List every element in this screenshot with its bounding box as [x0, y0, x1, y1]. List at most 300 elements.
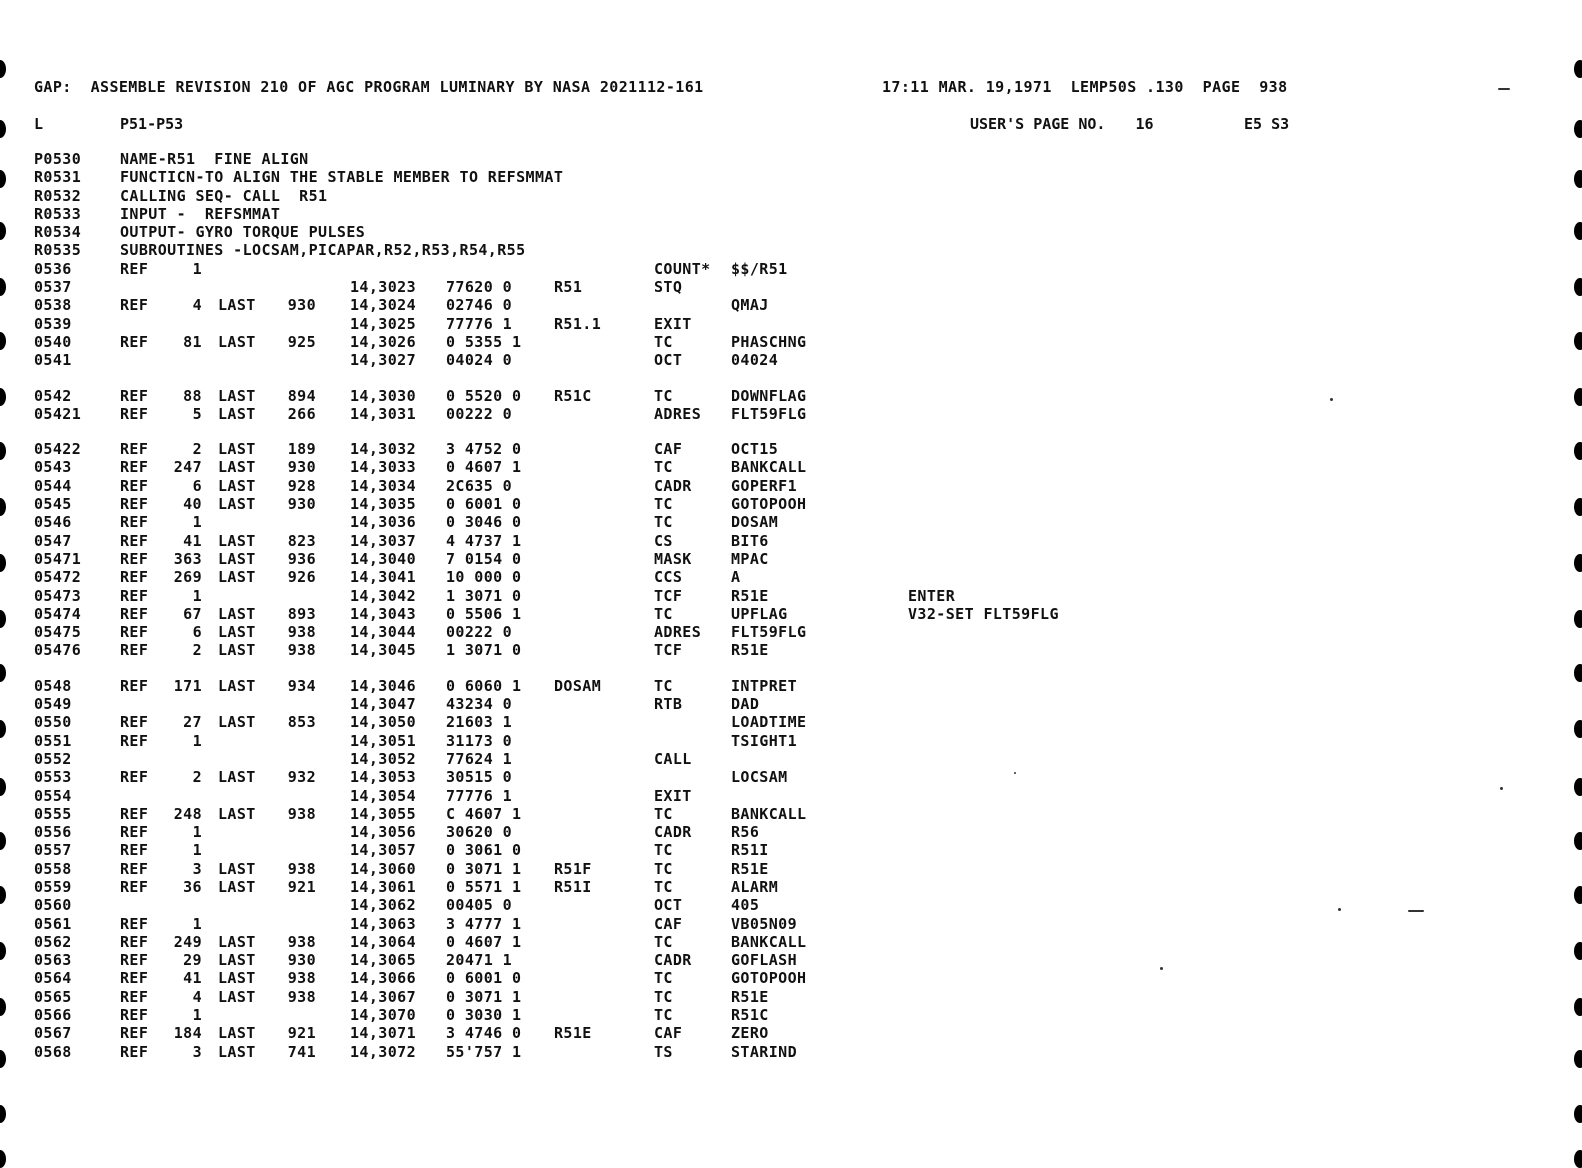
memory-address: 14,3042 — [350, 586, 417, 605]
last-keyword: LAST — [218, 604, 256, 623]
memory-address: 14,3062 — [350, 896, 417, 915]
tractor-hole — [0, 998, 6, 1016]
line-number: 0537 — [34, 278, 72, 297]
octal-word: 0 5506 1 — [446, 604, 522, 623]
opcode: TC — [654, 932, 673, 951]
last-page: 823 — [287, 531, 316, 550]
octal-word: 3 4752 0 — [446, 440, 522, 459]
last-keyword: LAST — [218, 623, 256, 642]
operand: PHASCHNG — [731, 332, 807, 351]
code-row — [34, 351, 1434, 369]
ref-keyword: REF — [120, 932, 149, 951]
tractor-hole — [0, 60, 6, 78]
comment-row — [34, 187, 1434, 205]
code-row — [34, 532, 1434, 550]
octal-word: 0 6060 1 — [446, 676, 522, 695]
code-row — [34, 440, 1434, 458]
ref-count: 40 — [183, 495, 202, 514]
ref-count: 1 — [192, 586, 202, 605]
comment-row — [34, 241, 1434, 259]
octal-word: 77776 1 — [446, 786, 513, 805]
octal-word: 77776 1 — [446, 314, 513, 333]
opcode: TC — [654, 877, 673, 896]
code-row — [34, 315, 1434, 333]
opcode: TCF — [654, 586, 683, 605]
code-row — [34, 1024, 1434, 1042]
ref-count: 247 — [173, 458, 202, 477]
octal-word: 1 3071 0 — [446, 641, 522, 660]
last-page: 189 — [287, 440, 316, 459]
ref-keyword: REF — [120, 676, 149, 695]
memory-address: 14,3064 — [350, 932, 417, 951]
ref-count: 1 — [192, 823, 202, 842]
ref-count: 6 — [192, 476, 202, 495]
octal-word: 21603 1 — [446, 713, 513, 732]
octal-word: 0 3071 1 — [446, 987, 522, 1006]
opcode: CCS — [654, 568, 683, 587]
ref-count: 36 — [183, 877, 202, 896]
ref-keyword: REF — [120, 823, 149, 842]
last-keyword: LAST — [218, 768, 256, 787]
code-row — [34, 587, 1434, 605]
operand: LOADTIME — [731, 713, 807, 732]
tractor-hole — [1574, 554, 1582, 572]
line-number: 05421 — [34, 404, 82, 423]
opcode: TC — [654, 386, 673, 405]
code-row — [34, 296, 1434, 314]
ref-keyword: REF — [120, 1042, 149, 1061]
memory-address: 14,3025 — [350, 314, 417, 333]
ref-count: 1 — [192, 1006, 202, 1025]
line-number: 05473 — [34, 586, 82, 605]
octal-word: 00222 0 — [446, 404, 513, 423]
last-keyword: LAST — [218, 676, 256, 695]
memory-address: 14,3060 — [350, 859, 417, 878]
tractor-hole — [0, 498, 6, 516]
memory-address: 14,3027 — [350, 351, 417, 370]
tractor-hole — [1574, 222, 1582, 240]
line-number: R0533 — [34, 204, 82, 223]
ref-count: 2 — [192, 768, 202, 787]
code-row — [34, 605, 1434, 623]
operand: BANKCALL — [731, 458, 807, 477]
tractor-hole — [0, 664, 6, 682]
ref-count: 4 — [192, 296, 202, 315]
line-number: 0553 — [34, 768, 72, 787]
opcode: TC — [654, 458, 673, 477]
ref-count: 249 — [173, 932, 202, 951]
opcode: TC — [654, 604, 673, 623]
ref-count: 1 — [192, 513, 202, 532]
opcode: ADRES — [654, 404, 702, 423]
comment-row — [34, 205, 1434, 223]
last-keyword: LAST — [218, 859, 256, 878]
opcode: CAF — [654, 1024, 683, 1043]
tractor-hole — [0, 388, 6, 406]
ref-keyword: REF — [120, 440, 149, 459]
memory-address: 14,3023 — [350, 278, 417, 297]
code-row — [34, 823, 1434, 841]
octal-word: 3 4746 0 — [446, 1024, 522, 1043]
ref-keyword: REF — [120, 841, 149, 860]
tractor-hole — [1574, 942, 1582, 960]
line-number: 05472 — [34, 568, 82, 587]
operand: OCT15 — [731, 440, 779, 459]
last-keyword: LAST — [218, 969, 256, 988]
tractor-hole — [1574, 442, 1582, 460]
ref-count: 67 — [183, 604, 202, 623]
operand: GOFLASH — [731, 951, 798, 970]
operand: R51E — [731, 586, 769, 605]
comment-text: OUTPUT- GYRO TORQUE PULSES — [120, 223, 366, 242]
opcode: CADR — [654, 823, 692, 842]
operand: R51C — [731, 1006, 769, 1025]
memory-address: 14,3065 — [350, 951, 417, 970]
operand: R56 — [731, 823, 760, 842]
last-keyword: LAST — [218, 476, 256, 495]
tractor-hole — [1574, 120, 1582, 138]
memory-address: 14,3071 — [350, 1024, 417, 1043]
ref-keyword: REF — [120, 768, 149, 787]
opcode: TC — [654, 676, 673, 695]
ref-count: 248 — [173, 804, 202, 823]
last-page: 928 — [287, 476, 316, 495]
code-row — [34, 1006, 1434, 1024]
octal-word: 55'757 1 — [446, 1042, 522, 1061]
line-number: 0561 — [34, 914, 72, 933]
operand: GOPERF1 — [731, 476, 798, 495]
ref-keyword: REF — [120, 513, 149, 532]
memory-address: 14,3024 — [350, 296, 417, 315]
operand: 04024 — [731, 351, 779, 370]
last-page: 930 — [287, 495, 316, 514]
last-page: 921 — [287, 1024, 316, 1043]
memory-address: 14,3066 — [350, 969, 417, 988]
opcode: TS — [654, 1042, 673, 1061]
print-speck — [1330, 398, 1333, 401]
octal-word: 0 3030 1 — [446, 1006, 522, 1025]
ref-keyword: REF — [120, 531, 149, 550]
operand: STARIND — [731, 1042, 798, 1061]
last-keyword: LAST — [218, 458, 256, 477]
assembly-header-title: GAP: ASSEMBLE REVISION 210 OF AGC PROGRAM LUMINARY BY NASA 2021112-161 — [34, 78, 704, 96]
operand: VB05N09 — [731, 914, 798, 933]
memory-address: 14,3032 — [350, 440, 417, 459]
octal-word: 0 3061 0 — [446, 841, 522, 860]
octal-word: 2C635 0 — [446, 476, 513, 495]
memory-address: 14,3047 — [350, 695, 417, 714]
code-row — [34, 732, 1434, 750]
operand: FLT59FLG — [731, 404, 807, 423]
tractor-hole — [0, 942, 6, 960]
code-label: R51.1 — [554, 314, 602, 333]
octal-word: 77624 1 — [446, 749, 513, 768]
operand: BANKCALL — [731, 804, 807, 823]
section-name: P51-P53 — [120, 115, 184, 133]
code-row — [34, 915, 1434, 933]
operand: R51I — [731, 841, 769, 860]
opcode: TC — [654, 1006, 673, 1025]
ref-keyword: REF — [120, 804, 149, 823]
memory-address: 14,3072 — [350, 1042, 417, 1061]
tractor-hole — [1574, 778, 1582, 796]
code-row — [34, 458, 1434, 476]
last-page: 932 — [287, 768, 316, 787]
last-keyword: LAST — [218, 495, 256, 514]
opcode: OCT — [654, 351, 683, 370]
octal-word: 0 5355 1 — [446, 332, 522, 351]
line-number: 0560 — [34, 896, 72, 915]
opcode: TC — [654, 513, 673, 532]
octal-word: 20471 1 — [446, 951, 513, 970]
last-page: 266 — [287, 404, 316, 423]
ref-count: 5 — [192, 404, 202, 423]
code-row — [34, 495, 1434, 513]
operand: BIT6 — [731, 531, 769, 550]
opcode: COUNT* — [654, 259, 711, 278]
code-row — [34, 805, 1434, 823]
line-number: 0541 — [34, 351, 72, 370]
memory-address: 14,3041 — [350, 568, 417, 587]
octal-word: 00222 0 — [446, 623, 513, 642]
print-speck — [1500, 787, 1503, 790]
ref-count: 269 — [173, 568, 202, 587]
code-row — [34, 641, 1434, 659]
octal-word: 31173 0 — [446, 731, 513, 750]
ref-count: 2 — [192, 641, 202, 660]
line-number: 0546 — [34, 513, 72, 532]
memory-address: 14,3026 — [350, 332, 417, 351]
last-keyword: LAST — [218, 404, 256, 423]
comment-text: SUBROUTINES -LOCSAM,PICAPAR,R52,R53,R54,R55 — [120, 241, 526, 260]
code-row — [34, 677, 1434, 695]
line-number: 0548 — [34, 676, 72, 695]
line-number: 05476 — [34, 641, 82, 660]
tractor-hole — [0, 886, 6, 904]
code-label: R51 — [554, 278, 583, 297]
octal-word: 4 4737 1 — [446, 531, 522, 550]
ref-keyword: REF — [120, 951, 149, 970]
opcode: TC — [654, 859, 673, 878]
operand: QMAJ — [731, 296, 769, 315]
line-number: 0562 — [34, 932, 72, 951]
ref-count: 81 — [183, 332, 202, 351]
octal-word: 02746 0 — [446, 296, 513, 315]
code-row — [34, 405, 1434, 423]
octal-word: C 4607 1 — [446, 804, 522, 823]
right-tractor-holes — [1574, 0, 1582, 1167]
memory-address: 14,3035 — [350, 495, 417, 514]
code-row — [34, 750, 1434, 768]
tractor-hole — [1574, 720, 1582, 738]
last-keyword: LAST — [218, 549, 256, 568]
last-keyword: LAST — [218, 641, 256, 660]
last-keyword: LAST — [218, 713, 256, 732]
comment-row — [34, 223, 1434, 241]
line-number: P0530 — [34, 150, 82, 168]
line-number: 0558 — [34, 859, 72, 878]
last-page: 930 — [287, 296, 316, 315]
line-number: R0534 — [34, 223, 82, 242]
memory-address: 14,3050 — [350, 713, 417, 732]
ref-keyword: REF — [120, 969, 149, 988]
ref-count: 171 — [173, 676, 202, 695]
operand: ZERO — [731, 1024, 769, 1043]
octal-word: 0 3071 1 — [446, 859, 522, 878]
assembly-header-date: 17:11 MAR. 19,1971 LEMP50S .130 PAGE 938 — [882, 78, 1288, 96]
ref-count: 1 — [192, 259, 202, 278]
opcode: CS — [654, 531, 673, 550]
line-number: 0563 — [34, 951, 72, 970]
line-number: 05474 — [34, 604, 82, 623]
last-page: 934 — [287, 676, 316, 695]
line-number: 05471 — [34, 549, 82, 568]
memory-address: 14,3055 — [350, 804, 417, 823]
operand: UPFLAG — [731, 604, 788, 623]
line-number: 0544 — [34, 476, 72, 495]
ref-keyword: REF — [120, 549, 149, 568]
ref-keyword: REF — [120, 604, 149, 623]
last-page: 921 — [287, 877, 316, 896]
operand: R51E — [731, 641, 769, 660]
code-row — [34, 278, 1434, 296]
ref-keyword: REF — [120, 404, 149, 423]
last-page: 853 — [287, 713, 316, 732]
ref-count: 363 — [173, 549, 202, 568]
opcode: OCT — [654, 896, 683, 915]
tractor-hole — [0, 278, 6, 296]
tractor-hole — [1574, 60, 1582, 78]
tractor-hole — [0, 1050, 6, 1068]
tractor-hole — [0, 1105, 6, 1123]
opcode: EXIT — [654, 314, 692, 333]
last-page: 938 — [287, 932, 316, 951]
ref-keyword: REF — [120, 586, 149, 605]
line-number: 0565 — [34, 987, 72, 1006]
code-row — [34, 896, 1434, 914]
ref-count: 41 — [183, 969, 202, 988]
last-keyword: LAST — [218, 386, 256, 405]
opcode: CAF — [654, 440, 683, 459]
opcode: TC — [654, 495, 673, 514]
ref-keyword: REF — [120, 877, 149, 896]
last-page: 894 — [287, 386, 316, 405]
tractor-hole — [1574, 498, 1582, 516]
opcode: TC — [654, 969, 673, 988]
print-speck — [1014, 772, 1016, 774]
code-label: R51E — [554, 1024, 592, 1043]
code-row — [34, 568, 1434, 586]
tractor-hole — [1574, 170, 1582, 188]
code-label: DOSAM — [554, 676, 602, 695]
opcode: MASK — [654, 549, 692, 568]
octal-word: 77620 0 — [446, 278, 513, 297]
line-number: 0552 — [34, 749, 72, 768]
line-number: 0538 — [34, 296, 72, 315]
ref-keyword: REF — [120, 458, 149, 477]
code-row — [34, 1043, 1434, 1061]
octal-word: 3 4777 1 — [446, 914, 522, 933]
line-number: 0555 — [34, 804, 72, 823]
ref-keyword: REF — [120, 859, 149, 878]
memory-address: 14,3030 — [350, 386, 417, 405]
ref-count: 88 — [183, 386, 202, 405]
line-number: 0564 — [34, 969, 72, 988]
memory-address: 14,3033 — [350, 458, 417, 477]
user-page-number: 16 — [1135, 115, 1154, 133]
ref-keyword: REF — [120, 731, 149, 750]
code-row — [34, 387, 1434, 405]
memory-address: 14,3057 — [350, 841, 417, 860]
print-speck — [1338, 908, 1341, 911]
section-letter: L — [34, 115, 44, 133]
tractor-hole — [1574, 332, 1582, 350]
last-keyword: LAST — [218, 440, 256, 459]
opcode: TC — [654, 987, 673, 1006]
line-number: 0536 — [34, 259, 72, 278]
ref-count: 2 — [192, 440, 202, 459]
operand: DOWNFLAG — [731, 386, 807, 405]
line-number: 0567 — [34, 1024, 72, 1043]
line-number: R0531 — [34, 168, 82, 187]
user-page-label: USER'S PAGE NO. — [970, 115, 1106, 133]
ref-keyword: REF — [120, 623, 149, 642]
opcode: RTB — [654, 695, 683, 714]
operand: GOTOPOOH — [731, 969, 807, 988]
code-row — [34, 695, 1434, 713]
code-row — [34, 513, 1434, 531]
memory-address: 14,3034 — [350, 476, 417, 495]
memory-address: 14,3046 — [350, 676, 417, 695]
opcode: TC — [654, 804, 673, 823]
ref-keyword: REF — [120, 568, 149, 587]
line-number: 0566 — [34, 1006, 72, 1025]
tractor-hole — [1574, 1150, 1582, 1168]
tractor-hole — [0, 1150, 6, 1168]
tractor-hole — [1574, 1050, 1582, 1068]
ref-count: 3 — [192, 1042, 202, 1061]
print-speck — [1408, 910, 1424, 912]
code-row — [34, 787, 1434, 805]
code-row — [34, 860, 1434, 878]
code-listing — [34, 150, 1434, 1061]
line-number: 05475 — [34, 623, 82, 642]
comment-text: INPUT - REFSMMAT — [120, 204, 281, 223]
last-page: 741 — [287, 1042, 316, 1061]
memory-address: 14,3067 — [350, 987, 417, 1006]
line-number: 0554 — [34, 786, 72, 805]
code-row — [34, 878, 1434, 896]
last-keyword: LAST — [218, 951, 256, 970]
memory-address: 14,3052 — [350, 749, 417, 768]
operand: INTPRET — [731, 676, 798, 695]
code-label: R51I — [554, 877, 592, 896]
opcode: TC — [654, 841, 673, 860]
operand: $$/R51 — [731, 259, 788, 278]
line-number: 0539 — [34, 314, 72, 333]
operand: FLT59FLG — [731, 623, 807, 642]
code-label: R51C — [554, 386, 592, 405]
memory-address: 14,3063 — [350, 914, 417, 933]
comment-row — [34, 150, 1434, 168]
tractor-hole — [1574, 610, 1582, 628]
last-page: 936 — [287, 549, 316, 568]
code-row — [34, 477, 1434, 495]
code-row — [34, 988, 1434, 1006]
tractor-hole — [1574, 1105, 1582, 1123]
memory-address: 14,3044 — [350, 623, 417, 642]
last-page: 930 — [287, 951, 316, 970]
